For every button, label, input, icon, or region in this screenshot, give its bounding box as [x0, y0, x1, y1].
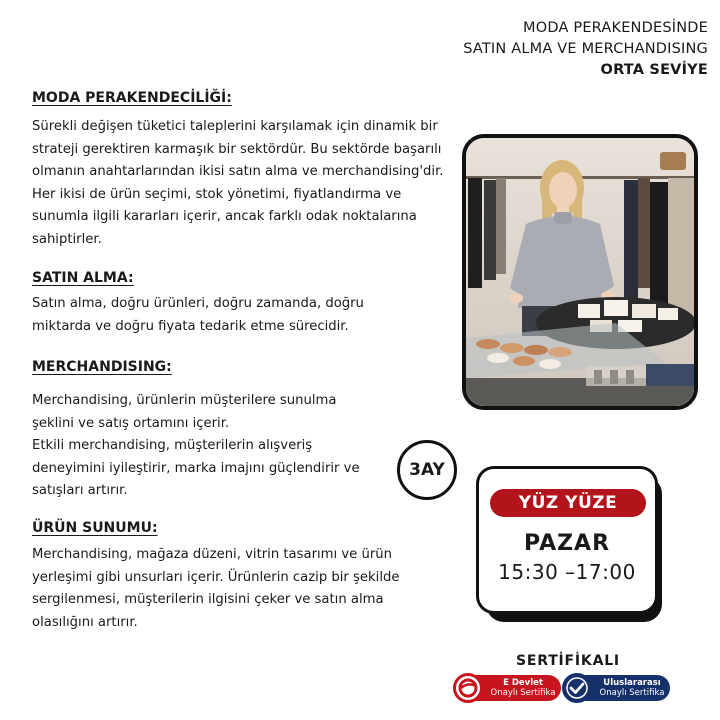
text-line: sergilenmesi, müşterilerin ilgisini çeker ve satın alma — [32, 592, 384, 607]
international-sublabel: Onaylı Sertifika — [599, 688, 665, 698]
text-line: sahiptirler. — [32, 231, 102, 247]
international-certificate-badge — [564, 675, 670, 701]
section-title-purchasing: SATIN ALMA: — [32, 270, 134, 286]
schedule-card — [476, 466, 658, 614]
duration-badge: 3AY — [397, 440, 457, 500]
store-photo-illustration — [466, 138, 694, 406]
section-title-presentation: ÜRÜN SUNUMU: — [32, 520, 158, 536]
course-header — [463, 18, 708, 81]
edevlet-certificate-badge — [455, 675, 561, 701]
schedule-day: PAZAR — [523, 531, 611, 556]
text-line: olmanın anahtarlarından ikisi satın alma ve merchandising'dir. — [32, 164, 444, 179]
text-line: yerleşimi gibi unsurları içerir. Ürünlerin cazip bir şekilde — [32, 569, 400, 585]
section-body-retail — [32, 116, 443, 251]
text-line: sunumla ilgili kararları içerir, ancak farklı odak noktalarına — [32, 209, 417, 224]
schedule-time: 15:30 –17:00 — [498, 560, 636, 584]
text-line: Satın alma, doğru ürünleri, doğru zamanda, doğru — [32, 296, 364, 311]
international-label: Uluslararası — [603, 678, 661, 688]
text-line: olasılığını artırır. — [32, 614, 138, 630]
text-line: deneyimini iyileştirir, marka imajını güçlendirir ve — [32, 460, 360, 476]
section-body-presentation — [32, 544, 399, 634]
checkmark-icon — [562, 673, 592, 703]
text-line: Her ikisi de ürün seçimi, stok yönetimi, fiyatlandırma ve — [32, 186, 402, 202]
course-title-line-2: SATIN ALMA VE MERCHANDISING — [463, 41, 708, 57]
text-line: strateji gerektiren karmaşık bir sektördür. Bu sektörde başarılı — [32, 141, 442, 157]
section-title-merchandising: MERCHANDISING: — [32, 359, 172, 375]
edevlet-label: E Devlet — [503, 678, 543, 688]
text-line: miktarda ve doğru fiyata tedarik etme sürecidir. — [32, 318, 349, 334]
edevlet-logo-icon — [453, 673, 483, 703]
format-pill: YÜZ YÜZE — [490, 489, 646, 517]
text-line: satışları artırır. — [32, 483, 128, 498]
section-body-merchandising — [32, 390, 360, 503]
course-title-line-1: MODA PERAKENDESİNDE — [523, 20, 708, 36]
edevlet-sublabel: Onaylı Sertifika — [490, 688, 556, 698]
text-line: Merchandising, ürünlerin müşterilere sunulma — [32, 393, 337, 408]
section-title-retail: MODA PERAKENDECİLİĞİ: — [32, 90, 232, 106]
section-body-purchasing — [32, 293, 364, 338]
text-line: Sürekli değişen tüketici taleplerini karşılamak için dinamik bir — [32, 119, 438, 134]
course-level: ORTA SEVİYE — [600, 62, 708, 78]
store-photo — [462, 134, 698, 410]
certification-title: SERTİFİKALI — [516, 653, 620, 669]
text-line: Etkili merchandising, müşterilerin alışveriş — [32, 438, 313, 453]
text-line: Merchandising, mağaza düzeni, vitrin tasarımı ve ürün — [32, 547, 392, 562]
text-line: şeklini ve satış ortamını içerir. — [32, 415, 230, 431]
